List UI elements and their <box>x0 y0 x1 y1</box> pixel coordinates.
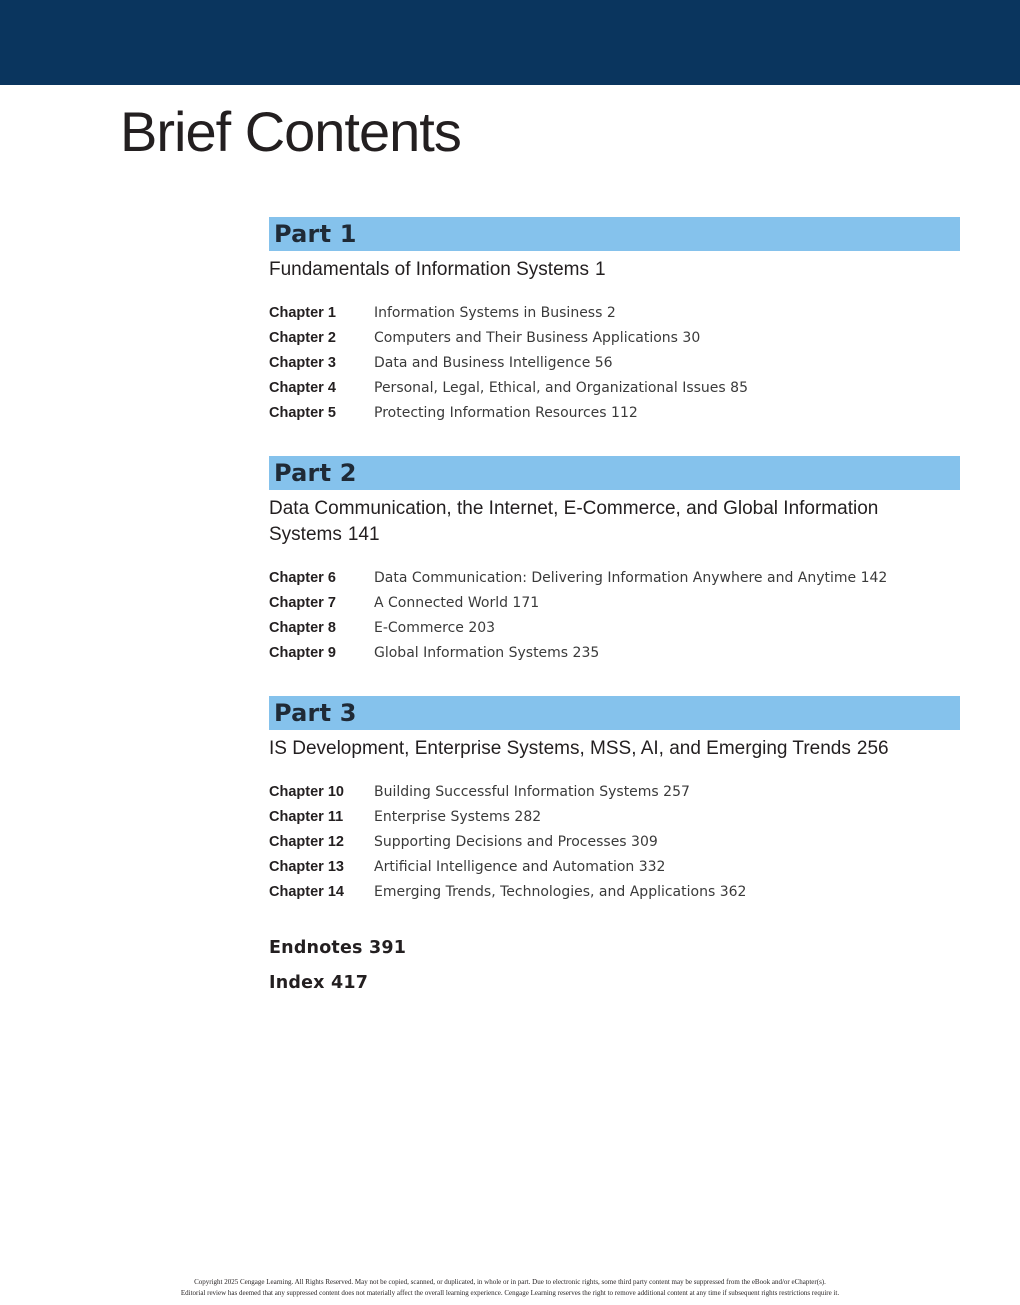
copyright-footer <box>0 1277 1020 1299</box>
part-3-section <box>269 696 960 904</box>
chapter-title: Global Information Systems 235 <box>374 644 600 661</box>
part-2-section <box>269 456 960 665</box>
chapter-number: Chapter 8 <box>269 619 336 636</box>
chapter-entry[interactable] <box>269 590 960 615</box>
chapter-number: Chapter 1 <box>269 304 336 321</box>
chapter-title: Computers and Their Business Applications 30 <box>374 329 701 346</box>
chapter-number: Chapter 14 <box>269 883 344 900</box>
chapter-list <box>269 779 960 904</box>
part-title-text: Data Communication, the Internet, E-Commerce, and Global Information Systems <box>269 498 879 545</box>
page-title: Brief Contents <box>120 100 461 163</box>
chapter-number: Chapter 13 <box>269 858 344 875</box>
chapter-entry[interactable] <box>269 779 960 804</box>
chapter-number: Chapter 5 <box>269 404 336 421</box>
chapter-title: Building Successful Information Systems 257 <box>374 783 690 800</box>
chapter-number: Chapter 7 <box>269 594 336 611</box>
table-of-contents <box>269 217 960 1001</box>
part-header-bar <box>269 456 960 490</box>
part-title-text: Fundamentals of Information Systems <box>269 259 589 280</box>
chapter-number: Chapter 6 <box>269 569 336 586</box>
chapter-entry[interactable] <box>269 829 960 854</box>
chapter-entry[interactable] <box>269 325 960 350</box>
chapter-entry[interactable] <box>269 300 960 325</box>
part-label: Part 3 <box>274 699 357 727</box>
chapter-list <box>269 565 960 665</box>
part-title[interactable] <box>269 257 960 283</box>
chapter-entry[interactable] <box>269 879 960 904</box>
chapter-title: Artificial Intelligence and Automation 332 <box>374 858 666 875</box>
chapter-entry[interactable] <box>269 615 960 640</box>
endnotes-entry[interactable]: Endnotes 391 <box>269 938 407 958</box>
chapter-number: Chapter 4 <box>269 379 336 396</box>
part-page-number: 141 <box>347 524 380 545</box>
part-title[interactable] <box>269 496 960 548</box>
chapter-title: Data Communication: Delivering Information Anywhere and Anytime 142 <box>374 569 888 586</box>
chapter-number: Chapter 9 <box>269 644 336 661</box>
copyright-line-1: Copyright 2025 Cengage Learning. All Rights Reserved. May not be copied, scanned, or duplicated, in whole or in part. Due to electronic rights, some third party content may be suppressed from the eBook and/or eChapter(s). <box>194 1278 826 1286</box>
chapter-number: Chapter 11 <box>269 808 344 825</box>
part-label: Part 1 <box>274 220 357 248</box>
chapter-entry[interactable] <box>269 565 960 590</box>
part-page-number: 256 <box>856 738 889 759</box>
chapter-entry[interactable] <box>269 640 960 665</box>
chapter-entry[interactable] <box>269 350 960 375</box>
chapter-number: Chapter 2 <box>269 329 336 346</box>
part-title[interactable] <box>269 736 960 762</box>
chapter-number: Chapter 10 <box>269 783 344 800</box>
part-label: Part 2 <box>274 459 357 487</box>
part-1-section <box>269 217 960 425</box>
chapter-title: A Connected World 171 <box>374 594 540 611</box>
copyright-line-2: Editorial review has deemed that any suppressed content does not materially affect the overall learning experience. Cengage Learning reserves the right to remove additional content at any time if subsequent rights restrictions require it. <box>180 1289 840 1297</box>
index-entry[interactable]: Index 417 <box>269 973 369 993</box>
chapter-entry[interactable] <box>269 804 960 829</box>
back-matter <box>269 931 960 1001</box>
chapter-number: Chapter 12 <box>269 833 344 850</box>
part-header-bar <box>269 696 960 730</box>
chapter-entry[interactable] <box>269 400 960 425</box>
chapter-title: Personal, Legal, Ethical, and Organizational Issues 85 <box>374 379 748 396</box>
chapter-title: Data and Business Intelligence 56 <box>374 354 613 371</box>
chapter-number: Chapter 3 <box>269 354 336 371</box>
part-header-bar <box>269 217 960 251</box>
part-title-text: IS Development, Enterprise Systems, MSS, AI, and Emerging Trends <box>269 738 851 759</box>
chapter-list <box>269 300 960 425</box>
chapter-title: Information Systems in Business 2 <box>374 304 616 321</box>
chapter-title: Protecting Information Resources 112 <box>374 404 638 421</box>
chapter-entry[interactable] <box>269 854 960 879</box>
chapter-title: Supporting Decisions and Processes 309 <box>374 833 658 850</box>
chapter-title: Emerging Trends, Technologies, and Applications 362 <box>374 883 747 900</box>
chapter-title: Enterprise Systems 282 <box>374 808 542 825</box>
part-page-number: 1 <box>594 259 606 280</box>
top-color-band <box>0 0 1020 85</box>
chapter-entry[interactable] <box>269 375 960 400</box>
chapter-title: E-Commerce 203 <box>374 619 496 636</box>
